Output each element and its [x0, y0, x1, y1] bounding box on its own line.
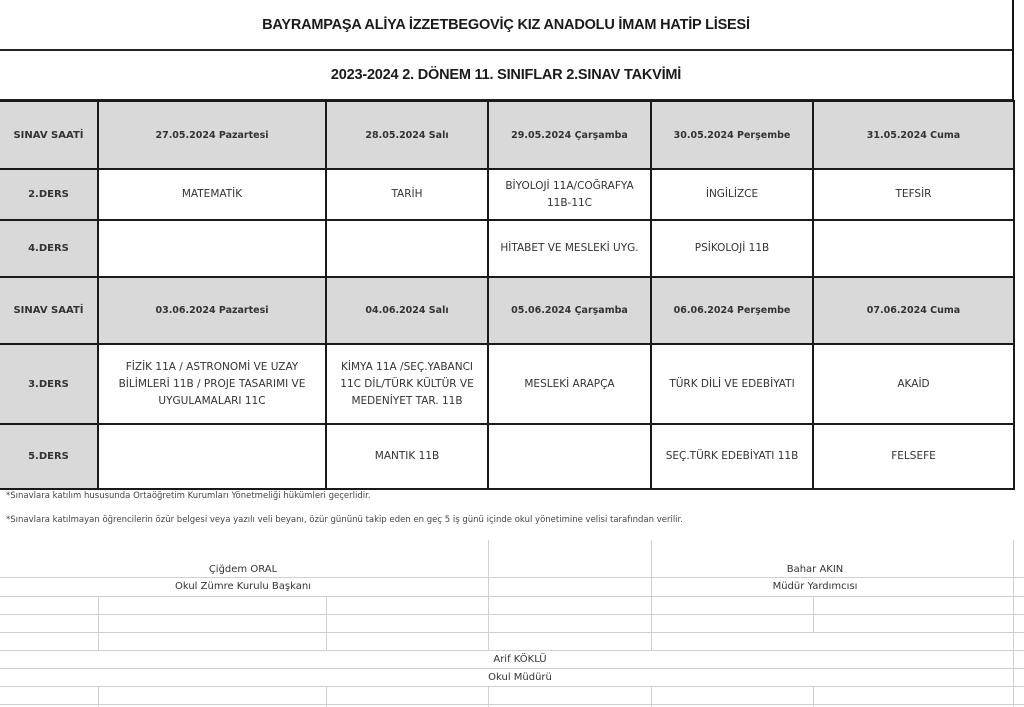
exam-cell: [326, 220, 488, 277]
exam-cell: MESLEKİ ARAPÇA: [488, 344, 651, 424]
gridline: [651, 686, 652, 707]
slot-label: 3.DERS: [0, 344, 98, 424]
day-header: 04.06.2024 Salı: [326, 277, 488, 344]
signatory-name: Çiğdem ORAL: [208, 564, 278, 575]
exam-cell: [813, 220, 1014, 277]
day-header: 29.05.2024 Çarşamba: [488, 101, 651, 169]
gridline: [0, 650, 1024, 651]
gridline: [651, 540, 652, 650]
exam-cell: TEFSİR: [813, 169, 1014, 220]
gridline: [98, 596, 99, 650]
signatory-title: Okul Zümre Kurulu Başkanı: [174, 581, 311, 592]
exam-cell: [98, 424, 326, 489]
exam-cell: FELSEFE: [813, 424, 1014, 489]
gridline: [0, 614, 1024, 615]
gridline: [813, 686, 814, 707]
gridline: [0, 577, 1024, 578]
school-title: BAYRAMPAŞA ALİYA İZZETBEGOVİÇ KIZ ANADOLU İMAM HATİP LİSESİ: [0, 0, 1014, 51]
slot-label: 2.DERS: [0, 169, 98, 220]
day-header: 06.06.2024 Perşembe: [651, 277, 813, 344]
day-header: 27.05.2024 Pazartesi: [98, 101, 326, 169]
signatory-title: Müdür Yardımcısı: [772, 581, 858, 592]
day-header: 30.05.2024 Perşembe: [651, 101, 813, 169]
week2-header-row: [0, 277, 1014, 344]
gridline: [1013, 540, 1014, 707]
table-row: [0, 344, 1014, 424]
day-header: 07.06.2024 Cuma: [813, 277, 1014, 344]
week1-header-row: [0, 101, 1014, 169]
gridline: [0, 668, 1024, 669]
slot-label: 4.DERS: [0, 220, 98, 277]
exam-cell: [488, 424, 651, 489]
gridline: [0, 596, 1024, 597]
day-header: 05.06.2024 Çarşamba: [488, 277, 651, 344]
gridline: [326, 596, 327, 650]
exam-cell: [98, 220, 326, 277]
note-excuse: *Sınavlara katılmayan öğrencilerin özür belgesi veya yazılı veli beyanı, özür gününü takip eden en geç 5 iş günü içinde okul yönetimine velisi tarafından verilir.: [6, 515, 683, 525]
signatory-title: Okul Müdürü: [488, 672, 552, 683]
gridline: [488, 540, 489, 650]
exam-cell: AKAİD: [813, 344, 1014, 424]
slot-label: 5.DERS: [0, 424, 98, 489]
exam-cell: PSİKOLOJİ 11B: [651, 220, 813, 277]
exam-cell: FİZİK 11A / ASTRONOMİ VE UZAY BİLİMLERİ 11B / PROJE TASARIMI VE UYGULAMALARI 11C: [98, 344, 326, 424]
gridline: [813, 596, 814, 632]
gridline: [0, 704, 1024, 705]
exam-cell: MATEMATİK: [98, 169, 326, 220]
slot-header: SINAV SAATİ: [0, 277, 98, 344]
exam-cell: BİYOLOJİ 11A/COĞRAFYA 11B-11C: [488, 169, 651, 220]
schedule-title: 2023-2024 2. DÖNEM 11. SINIFLAR 2.SINAV TAKVİMİ: [0, 51, 1014, 101]
day-header: 03.06.2024 Pazartesi: [98, 277, 326, 344]
table-row: [0, 424, 1014, 489]
day-header: 31.05.2024 Cuma: [813, 101, 1014, 169]
table-row: [0, 220, 1014, 277]
exam-cell: MANTIK 11B: [326, 424, 488, 489]
gridline: [0, 632, 1024, 633]
exam-cell: SEÇ.TÜRK EDEBİYATI 11B: [651, 424, 813, 489]
gridline: [326, 686, 327, 707]
exam-cell: HİTABET VE MESLEKİ UYG.: [488, 220, 651, 277]
gridline: [98, 686, 99, 707]
table-row: [0, 169, 1014, 220]
exam-cell: TÜRK DİLİ VE EDEBİYATI: [651, 344, 813, 424]
gridline: [488, 686, 489, 707]
slot-header: SINAV SAATİ: [0, 101, 98, 169]
signatory-name: Bahar AKIN: [786, 564, 844, 575]
signatory-name: Arif KÖKLÜ: [493, 654, 547, 665]
day-header: 28.05.2024 Salı: [326, 101, 488, 169]
exam-schedule-table: [0, 100, 1015, 490]
gridline: [0, 686, 1024, 687]
exam-cell: İNGİLİZCE: [651, 169, 813, 220]
note-attendance: *Sınavlara katılım hususunda Ortaöğretim Kurumları Yönetmeliği hükümleri geçerlidir.: [6, 491, 371, 501]
exam-cell: TARİH: [326, 169, 488, 220]
exam-cell: KİMYA 11A /SEÇ.YABANCI 11C DİL/TÜRK KÜLTÜR VE MEDENİYET TAR. 11B: [326, 344, 488, 424]
